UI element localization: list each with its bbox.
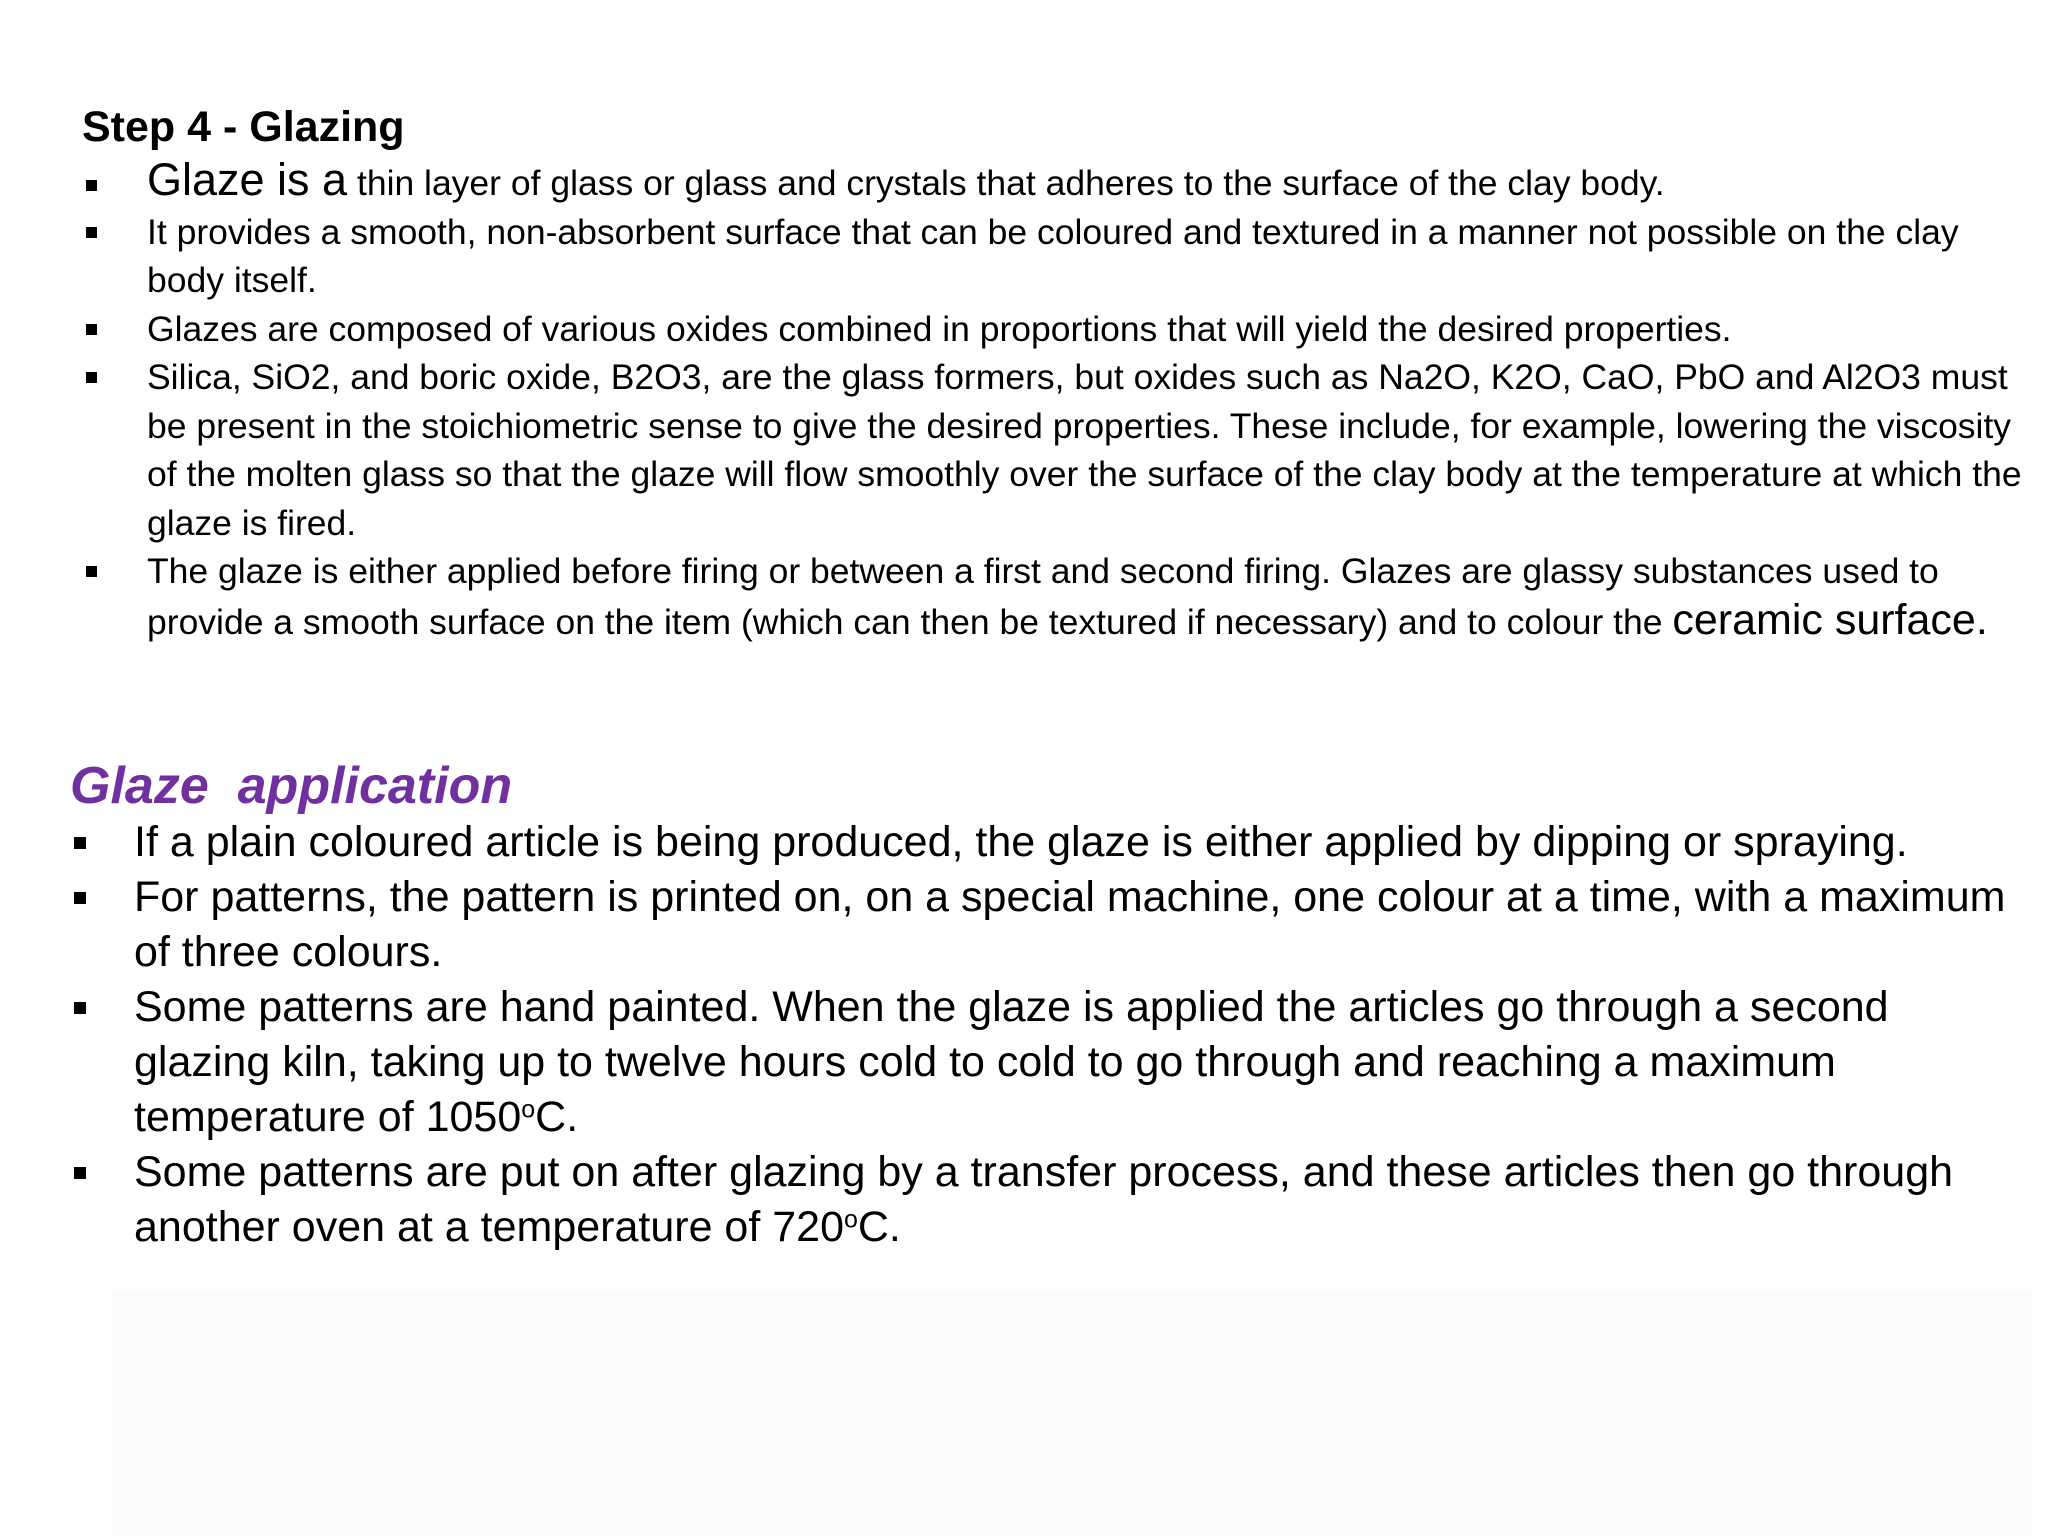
bullet-text-unit: C. [535, 1093, 579, 1141]
degree-superscript: o [521, 1095, 536, 1124]
square-bullet-icon [86, 372, 97, 383]
square-bullet-icon [86, 324, 97, 335]
list-item [82, 208, 2022, 305]
list-item [70, 1145, 2010, 1255]
bullet-text: Silica, SiO2, and boric oxide, B2O3, are the glass formers, but oxides such as Na2O, K2O, CaO, PbO and Al2O3 must be present in the stoichiometric sense to give the desired properties. These include, for example, lowering the viscosity of the molten glass so that the glaze will flow smoothly over the surface of the clay body at the temperature at which the glaze is fired. [147, 357, 2022, 543]
square-bullet-icon [86, 227, 97, 238]
square-bullet-icon [74, 1002, 86, 1014]
bullet-text: Some patterns are put on after glazing by a transfer process, and these articles then go through another oven at a temperature of 720 [134, 1148, 1954, 1251]
list-item [70, 980, 2010, 1145]
list-item [82, 547, 2022, 646]
bullet-text: Some patterns are hand painted. When the glaze is applied the articles go through a second glazing kiln, taking up to twelve hours cold to cold to go through and reaching a maximum temperature of 1050 [134, 983, 1889, 1141]
bullet-lead-text: Glaze is a [147, 154, 348, 205]
bullet-text: It provides a smooth, non-absorbent surface that can be coloured and textured in a manner not possible on the clay body itself. [147, 211, 1959, 300]
list-item [82, 305, 2022, 354]
square-bullet-icon [74, 837, 86, 849]
bullet-tail-text: ceramic surface. [1672, 595, 1988, 644]
bullet-text: Glazes are composed of various oxides combined in proportions that will yield the desired properties. [147, 308, 1732, 349]
background-panel [112, 1290, 2032, 1536]
glaze-application-heading: Glaze application [70, 757, 513, 815]
degree-superscript: o [843, 1205, 858, 1234]
glazing-bullet-list [82, 156, 2022, 646]
bullet-text-unit: C. [857, 1203, 901, 1251]
list-item [82, 156, 2022, 208]
step-title: Step 4 - Glazing [82, 103, 405, 151]
square-bullet-icon [86, 180, 97, 191]
list-item [82, 353, 2022, 547]
list-item [70, 870, 2010, 980]
application-bullet-list [70, 815, 2010, 1255]
square-bullet-icon [74, 892, 86, 904]
bullet-text: For patterns, the pattern is printed on, on a special machine, one colour at a time, with a maximum of three colours. [134, 873, 2006, 976]
list-item [70, 815, 2010, 870]
square-bullet-icon [74, 1167, 86, 1179]
bullet-text: thin layer of glass or glass and crystals that adheres to the surface of the clay body. [347, 163, 1665, 203]
bullet-text: The glaze is either applied before firing or between a first and second firing. Glazes are glassy substances used to provide a smooth surface on the item (which can then be textured if necessary) and to colour the [147, 551, 1939, 642]
bullet-text: If a plain coloured article is being produced, the glaze is either applied by dipping or spraying. [134, 818, 1908, 866]
square-bullet-icon [86, 566, 97, 577]
